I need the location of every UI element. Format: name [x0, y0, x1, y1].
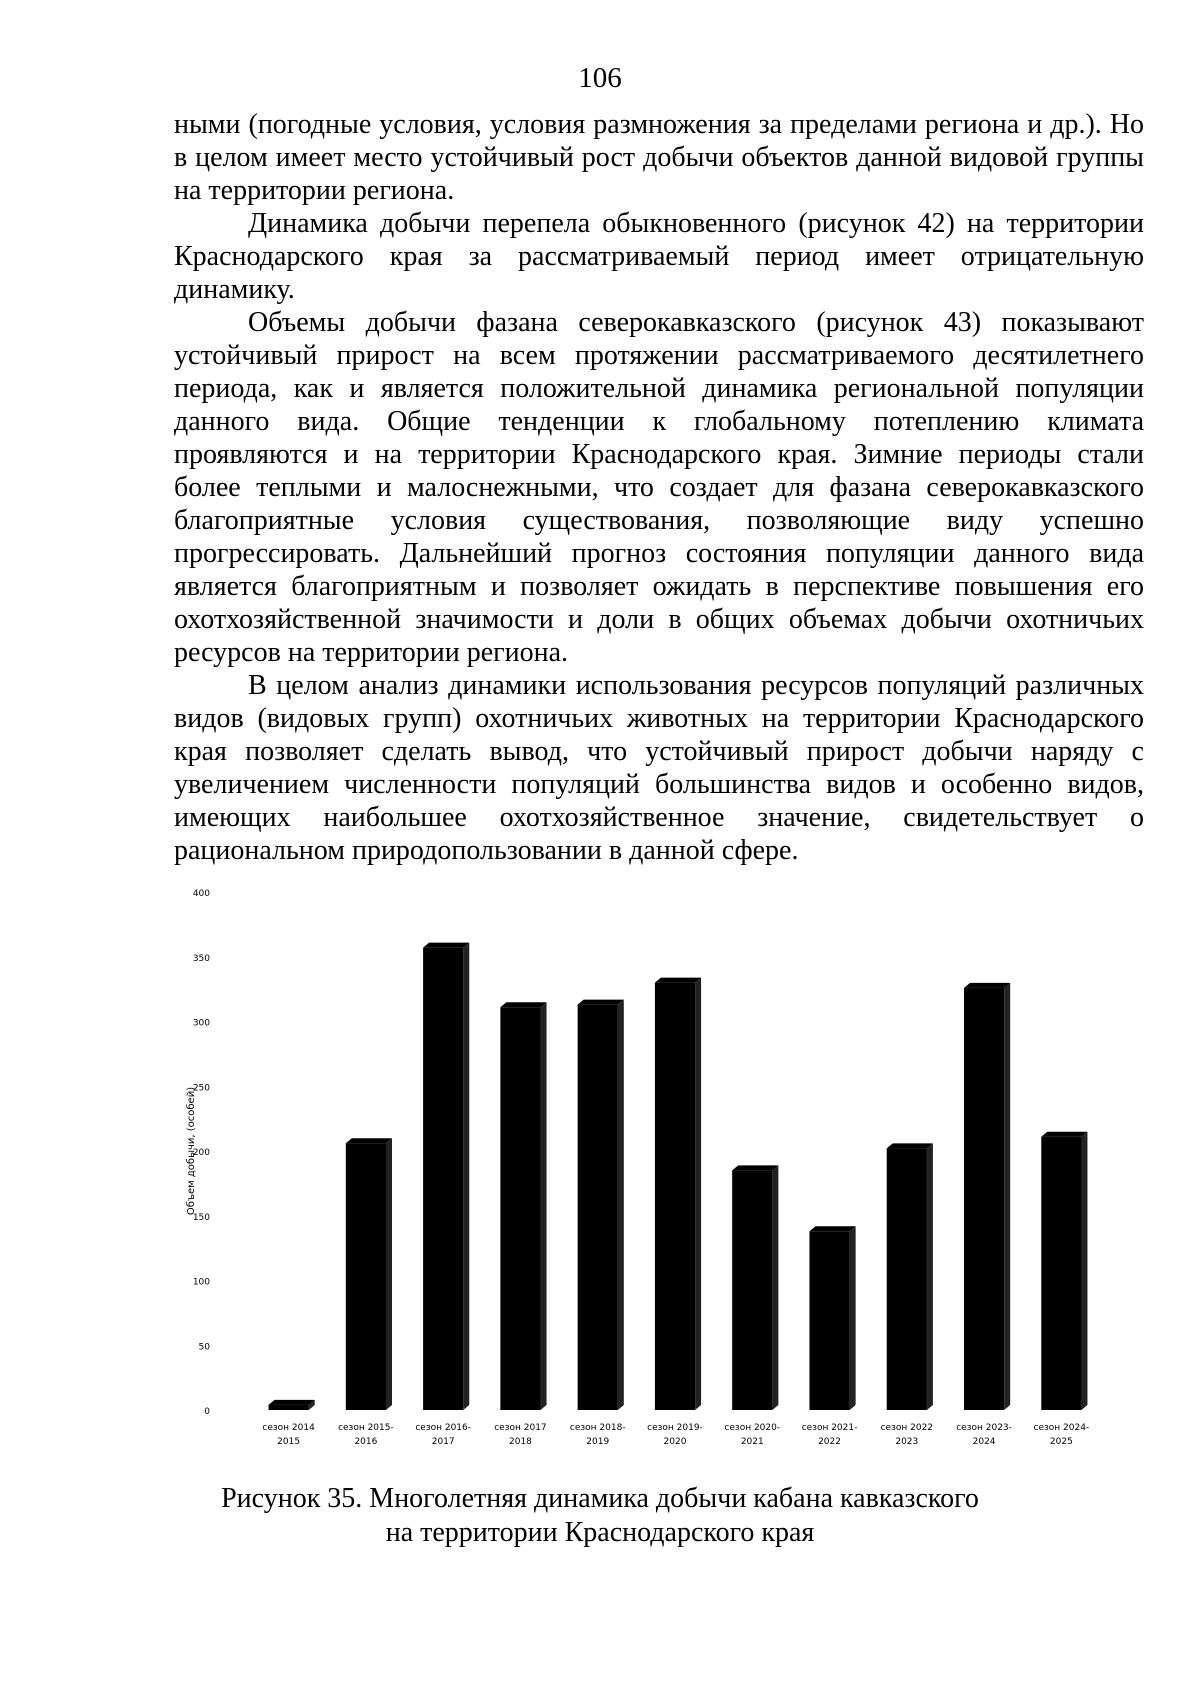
- x-tick-label-9-1: 2024: [972, 1437, 996, 1447]
- x-tick-label-6-1: 2021: [740, 1437, 764, 1447]
- bar-4: [578, 1005, 618, 1410]
- x-tick-label-3-0: сезон 2017: [494, 1423, 547, 1433]
- bar-side-6: [772, 1165, 778, 1410]
- bar-side-3: [541, 1002, 547, 1410]
- x-tick-label-10-0: сезон 2024-: [1033, 1423, 1090, 1433]
- bar-top-6: [732, 1165, 778, 1170]
- bar-side-5: [695, 978, 701, 1410]
- y-tick-label-6: 300: [192, 1018, 210, 1029]
- bar-side-10: [1081, 1132, 1087, 1410]
- x-tick-label-10-1: 2025: [1049, 1437, 1073, 1447]
- y-tick-label-2: 100: [192, 1277, 210, 1288]
- bar-chart-svg: [180, 870, 1120, 1470]
- bar-7: [809, 1231, 849, 1410]
- bar-10: [1041, 1137, 1081, 1410]
- y-tick-label-8: 400: [192, 889, 210, 899]
- y-tick-label-7: 350: [192, 953, 210, 964]
- x-tick-label-2-0: сезон 2016-: [415, 1423, 472, 1433]
- bar-top-2: [423, 943, 469, 948]
- y-tick-label-4: 200: [192, 1148, 210, 1158]
- bar-top-10: [1041, 1132, 1087, 1137]
- bar-0: [269, 1405, 309, 1410]
- body-text: [174, 108, 1144, 867]
- x-tick-label-5-1: 2020: [663, 1437, 687, 1447]
- bar-side-2: [463, 943, 469, 1410]
- bar-9: [964, 988, 1004, 1410]
- caption-line-1: Рисунок 35. Многолетняя динамика добычи кабана кавказского: [221, 1483, 979, 1514]
- bar-top-8: [887, 1143, 933, 1148]
- bar-side-1: [386, 1138, 392, 1410]
- caption-line-2: на территории Краснодарского края: [385, 1517, 815, 1548]
- bar-top-4: [578, 1000, 624, 1005]
- page-number: 106: [578, 62, 622, 94]
- bar-top-0: [269, 1400, 315, 1405]
- bar-1: [346, 1143, 386, 1410]
- bar-top-1: [346, 1138, 392, 1143]
- bar-3: [500, 1007, 540, 1410]
- bar-6: [732, 1170, 772, 1410]
- x-tick-label-4-1: 2019: [586, 1437, 610, 1447]
- y-tick-label-5: 250: [192, 1083, 210, 1094]
- y-tick-label-3: 150: [192, 1212, 210, 1223]
- paragraph-4: В целом анализ динамики использования ресурсов популяций различных видов (видовых групп) охотничьих животных на территории Краснодарского края позволяет сделать вывод, что устойчивый прирост добычи наряду с увеличением численности популяций большинства видов и особенно видов, имеющих наибольшее охотхозяйственное значение, свидетельствует о рациональном природопользовании в данной сфере.: [174, 670, 1144, 866]
- bar-8: [887, 1148, 927, 1410]
- bar-top-7: [809, 1226, 855, 1231]
- bar-5: [655, 983, 695, 1410]
- x-tick-label-5-0: сезон 2019-: [647, 1423, 703, 1433]
- x-tick-label-1-0: сезон 2015-: [338, 1423, 394, 1433]
- bar-chart: [180, 870, 1120, 1470]
- y-tick-label-0: 0: [204, 1407, 210, 1417]
- x-tick-label-0-1: 2015: [277, 1437, 301, 1447]
- bar-top-9: [964, 983, 1010, 988]
- figure-caption: [0, 1482, 1200, 1550]
- x-tick-label-8-1: 2023: [895, 1437, 919, 1447]
- x-tick-label-3-1: 2018: [509, 1437, 532, 1447]
- x-tick-label-8-0: сезон 2022: [880, 1423, 934, 1433]
- paragraph-2: Динамика добычи перепела обыкновенного (рисунок 42) на территории Краснодарского края за рассматриваемый период имеет отрицательную динамику.: [174, 208, 1144, 305]
- x-tick-label-2-1: 2017: [431, 1437, 455, 1447]
- paragraph-3: Объемы добычи фазана северокавказского (рисунок 43) показывают устойчивый прирост на всем протяжении рассматриваемого десятилетнего периода, как и является положительной динамика региональной популяции данного вида. Общие тенденции к глобальному потеплению климата проявляются и на территории Краснодарского края. Зимние периоды стали более теплыми и малоснежными, что создает для фазана северокавказского благоприятные условия существования, позволяющие виду успешно прогрессировать. Дальнейший прогноз состояния популяции данного вида является благоприятным и позволяет ожидать в перспективе повышения его охотхозяйственной значимости и доли в общих объемах добычи охотничьих ресурсов на территории региона.: [174, 307, 1144, 668]
- bar-side-4: [618, 1000, 624, 1410]
- x-tick-label-0-0: сезон 2014: [262, 1423, 315, 1433]
- bar-top-5: [655, 978, 701, 983]
- y-tick-label-1: 50: [198, 1342, 210, 1353]
- y-axis-label: Объем добычи, (особей): [186, 1086, 197, 1216]
- x-tick-label-9-0: сезон 2023-: [956, 1423, 1012, 1433]
- bar-side-7: [850, 1226, 856, 1410]
- paragraph-1: ными (погодные условия, условия размножения за пределами региона и др.). Но в целом имеет место устойчивый рост добычи объектов данной видовой группы на территории региона.: [174, 109, 1144, 206]
- bar-side-8: [927, 1143, 933, 1410]
- x-tick-label-4-0: сезон 2018-: [569, 1423, 626, 1433]
- x-tick-label-6-0: сезон 2020-: [724, 1423, 781, 1433]
- x-tick-label-1-1: 2016: [354, 1437, 378, 1447]
- x-tick-label-7-1: 2022: [818, 1437, 841, 1447]
- bar-2: [423, 948, 463, 1410]
- bar-top-3: [500, 1002, 546, 1007]
- x-tick-label-7-0: сезон 2021-: [801, 1423, 858, 1433]
- bar-side-9: [1004, 983, 1010, 1410]
